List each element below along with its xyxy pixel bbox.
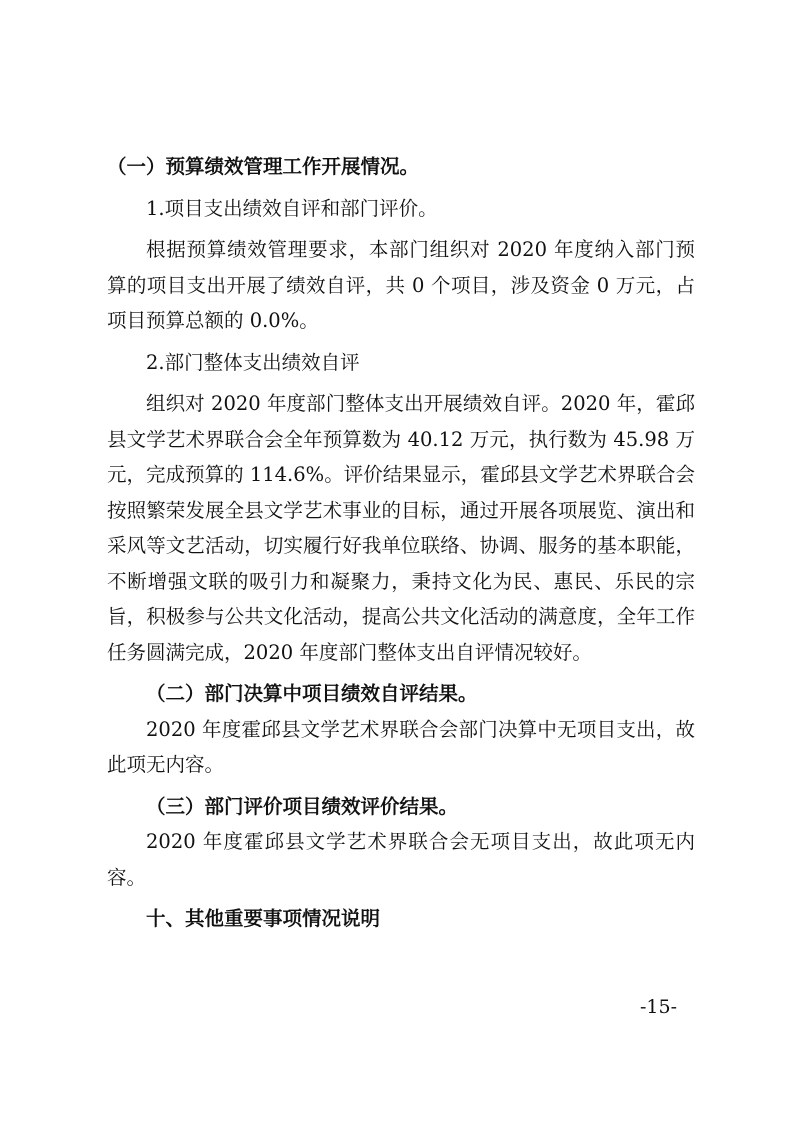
item-one-title: 1.项目支出绩效自评和部门评价。 xyxy=(146,196,438,220)
item-two-body: 组织对 2020 年度部门整体支出开展绩效自评。2020 年，霍邱县文学艺术界联合会全年预算数为 40.12 万元，执行数为 45.98 万元，完成预算的 114.6%。评价结果显示，霍邱县文学艺术界联合会按照繁荣发展全县文学艺术事业的目标，通过开展各项展览、演出和采风等文艺活动，切实履行好我单位联络、协调、服务的基本职能，不断增强文联的吸引力和凝聚力，秉持文化为民、惠民、乐民的宗旨，积极参与公共文化活动，提高公共文化活动的满意度，全年工作任务圆满完成，2020 年度部门整体支出自评情况较好。 xyxy=(107,392,695,664)
section-two-body: 2020 年度霍邱县文学艺术界联合会部门决算中无项目支出，故此项无内容。 xyxy=(107,717,695,776)
section-three-body: 2020 年度霍邱县文学艺术界联合会无项目支出，故此项无内容。 xyxy=(107,830,695,889)
section-ten-heading: 十、其他重要事项情况说明 xyxy=(146,907,381,930)
item-two-title: 2.部门整体支出绩效自评 xyxy=(146,350,360,374)
section-one-heading: （一）预算绩效管理工作开展情况。 xyxy=(107,155,420,178)
item-one-body: 根据预算绩效管理要求，本部门组织对 2020 年度纳入部门预算的项目支出开展了绩效自评，共 0 个项目，涉及资金 0 万元，占项目预算总额的 0.0%。 xyxy=(107,238,695,332)
document-body xyxy=(107,149,695,937)
section-two-heading: （二）部门决算中项目绩效自评结果。 xyxy=(146,682,478,705)
page-number: -15- xyxy=(640,996,678,1018)
section-three-heading: （三）部门评价项目绩效评价结果。 xyxy=(146,794,459,818)
